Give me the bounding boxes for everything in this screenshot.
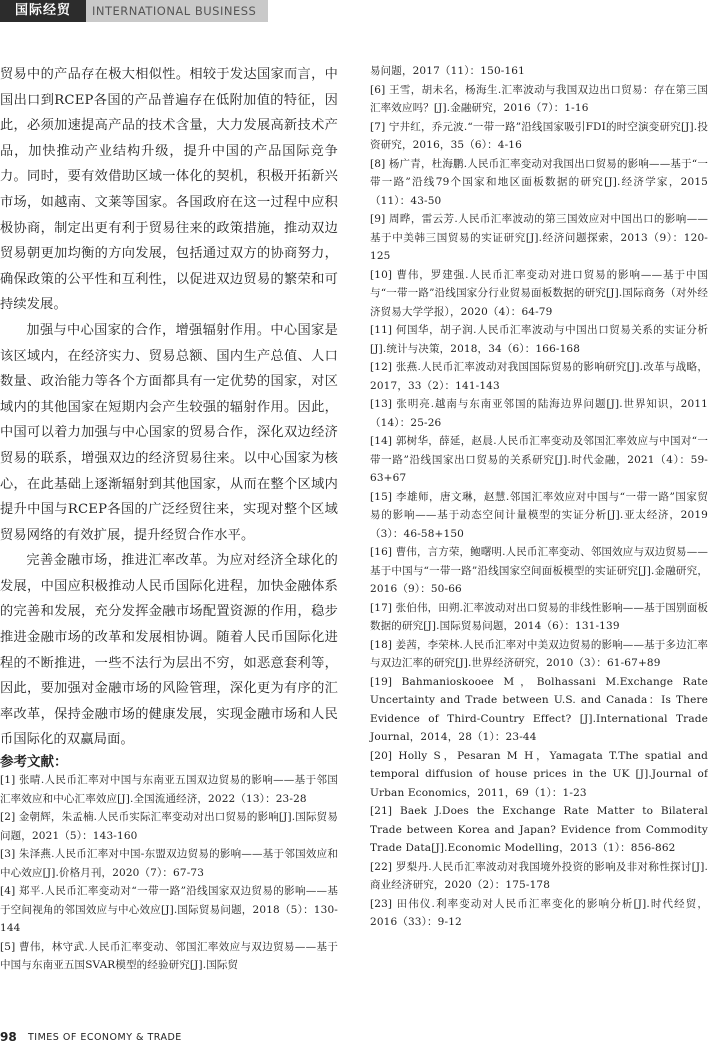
reference-item: [1] 张晴.人民币汇率对中国与东南亚五国双边贸易的影响——基于邻国汇率效应和中心汇率效应[J].全国流通经济，2022（13）：23-28	[0, 774, 338, 805]
reference-item: [9] 周晔，雷云芳.人民币汇率波动的第三国效应对中国出口的影响——基于中美韩三国贸易的实证研究[J].经济问题探索，2013（9）：120-125	[370, 213, 708, 262]
reference-item: [3] 朱泽燕.人民币汇率对中国-东盟双边贸易的影响——基于邻国效应和中心效应[J].价格月刊，2020（7）：67-73	[0, 848, 338, 879]
reference-item: [11] 何国华，胡子润.人民币汇率波动与中国出口贸易关系的实证分析[J].统计与决策，2018，34（6）：166-168	[370, 324, 708, 355]
reference-item: 易问题，2017（11）：150-161	[370, 65, 525, 77]
section-title-cn: 国际经贸	[0, 0, 86, 22]
reference-item: [8] 杨广青，杜海鹏.人民币汇率变动对我国出口贸易的影响——基于“一带一路”沿线79个国家和地区面板数据的研究[J].经济学家，2015（11）：43-50	[370, 157, 708, 207]
journal-name: TIMES OF ECONOMY & TRADE	[28, 1032, 182, 1043]
reference-item: [21] Baek J.Does the Exchange Rate Matter to Bilateral Trade between Korea and Japan? Evidence from Commodity Trade Data[J].Economic Modelling，2013（1）：856-862	[370, 805, 708, 854]
reference-item: [10] 曹伟，罗建强.人民币汇率变动对进口贸易的影响——基于中国与“一带一路”沿线国家分行业贸易面板数据的研究[J].国际商务（对外经济贸易大学学报），2020（4）：64-79	[370, 268, 708, 318]
section-title-en: INTERNATIONAL BUSINESS	[86, 0, 268, 22]
reference-item: [7] 宁井红，乔元波.“一带一路”沿线国家吸引FDI的时空演变研究[J].投资研究，2016，35（6）：4-16	[370, 120, 708, 151]
reference-item: [23] 田伟仪.利率变动对人民币汇率变化的影响分析[J].时代经贸，2016（33）：9-12	[370, 897, 708, 928]
body-paragraph: 完善金融市场，推进汇率改革。为应对经济全球化的发展，中国应积极推动人民币国际化进程，加快金融体系的完善和发展，充分发挥金融市场配置资源的作用，稳步推进金融市场的改革和发展相协调。随着人民币国际化进程的不断推进，一些不法行为层出不穷，如恶意套利等，因此，要加强对金融市场的风险管理，深化更为有序的汇率改革，保持金融市场的健康发展，实现金融市场和人民币国际化的双赢局面。	[0, 553, 338, 748]
reference-item: [16] 曹伟，言方荣，鲍曙明.人民币汇率变动、邻国效应与双边贸易——基于中国与“一带一路”沿线国家空间面板模型的实证研究[J].金融研究，2016（9）：50-66	[370, 546, 708, 595]
reference-item: [13] 张明亮.越南与东南亚邻国的陆海边界问题[J].世界知识，2011（14）：25-26	[370, 398, 708, 429]
references-right-column	[370, 62, 708, 932]
reference-item: [15] 李雄师，唐文琳，赵慧.邻国汇率效应对中国与“一带一路”国家贸易的影响——基于动态空间计量模型的实证分析[J].亚太经济，2019（3）：46-58+150	[370, 490, 708, 540]
reference-item: [6] 王雪，胡未名，杨海生.汇率波动与我国双边出口贸易：存在第三国汇率效应吗？[J].金融研究，2016（7）：1-16	[370, 83, 708, 114]
reference-item: [22] 罗梨丹.人民币汇率波动对我国境外投资的影响及非对称性探讨[J].商业经济研究，2020（2）：175-178	[370, 860, 708, 891]
references-heading: 参考文献：	[0, 754, 68, 770]
reference-item: [20] Holly S，Pesaran M H，Yamagata T.The spatial and temporal diffusion of house prices in the UK [J].Journal of Urban Economics，2011，69（1）：1-23	[370, 749, 708, 799]
body-paragraph: 加强与中心国家的合作，增强辐射作用。中心国家是该区域内，在经济实力、贸易总额、国内生产总值、人口数量、政治能力等各个方面都具有一定优势的国家，对区域内的其他国家在短期内会产生较强的辐射作用。因此，中国可以着力加强与中心国家的贸易合作，深化双边经济贸易的联系，增强双边的经济贸易往来。以中心国家为核心，在此基础上逐渐辐射到其他国家，从而在整个区域内提升中国与RCEP各国的广泛经贸往来，实现对整个区域贸易网络的有效扩展，提升经贸合作水平。	[0, 322, 338, 543]
reference-item: [12] 张燕.人民币汇率波动对我国国际贸易的影响研究[J].改革与战略，2017，33（2）：141-143	[370, 361, 708, 392]
references-left-column	[0, 771, 338, 975]
reference-item: [5] 曹伟，林守武.人民币汇率变动、邻国汇率效应与双边贸易——基于中国与东南亚五国SVAR模型的经验研究[J].国际贸	[0, 940, 338, 971]
body-text-column	[0, 62, 338, 753]
reference-item: [18] 姜茜，李荣林.人民币汇率对中美双边贸易的影响——基于多边汇率与双边汇率的研究[J].世界经济研究，2010（3）：61-67+89	[370, 638, 708, 669]
page-footer	[0, 1030, 400, 1046]
reference-item: [19] Bahmanioskooee M，Bolhassani M.Exchange Rate Uncertainty and Trade between U.S. and Canada：Is There Evidence of Third-Country Effect? [J].International Trade Journal，2014，28（1）：23-44	[370, 675, 708, 743]
body-paragraph: 贸易中的产品存在极大相似性。相较于发达国家而言，中国出口到RCEP各国的产品普遍存在低附加值的特征，因此，必须加速提高产品的技术含量，大力发展高新技术产品，加快推动产业结构升级，提升中国的产品国际竞争力。同时，要有效借助区域一体化的契机，积极开拓新兴市场，如越南、文莱等国家。各国政府在这一过程中应积极协商，制定出更有利于贸易往来的政策措施，推动双边贸易朝更加均衡的方向发展，包括通过双方的协商努力，确保政策的公平性和互利性，以促进双边贸易的繁荣和可持续发展。	[0, 67, 338, 313]
reference-item: [17] 张伯伟，田朔.汇率波动对出口贸易的非线性影响——基于国别面板数据的研究[J].国际贸易问题，2014（6）：131-139	[370, 601, 708, 632]
page-number: 98	[0, 1030, 17, 1044]
reference-item: [14] 郭树华，薛延，赵晨.人民币汇率变动及邻国汇率效应与中国对“一带一路”沿线国家出口贸易的关系研究[J].时代金融，2021（4）：59-63+67	[370, 435, 708, 484]
reference-item: [4] 郑平.人民币汇率变动对“一带一路”沿线国家双边贸易的影响——基于空间视角的邻国效应与中心效应[J].国际贸易问题，2018（5）：130-144	[0, 885, 338, 934]
reference-item: [2] 金朝辉，朱孟楠.人民币实际汇率变动对出口贸易的影响[J].国际贸易问题，2021（5）：143-160	[0, 811, 338, 842]
page-header	[0, 0, 708, 22]
